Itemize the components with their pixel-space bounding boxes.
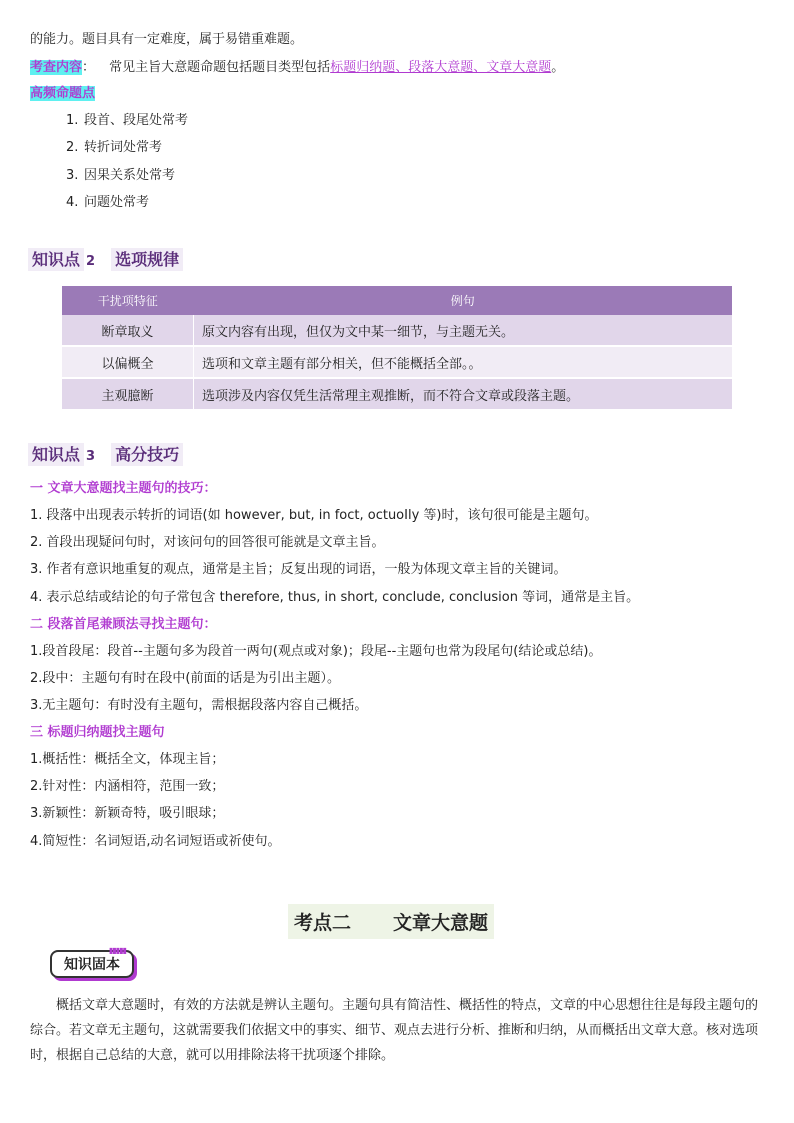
table-row — [62, 346, 732, 378]
exam-content-line — [30, 59, 564, 77]
section-two-label: 考点二 — [294, 912, 352, 934]
table-header-feature: 干扰项特征 — [62, 286, 194, 315]
intro-tail-text: 的能力。题目具有一定难度，属于易错重难题。 — [30, 32, 304, 47]
sub3-item: 4.简短性：名词短语,动名词短语或祈使句。 — [30, 834, 281, 849]
table-cell-feature: 断章取义 — [62, 315, 194, 346]
table-cell-example: 选项和文章主题有部分相关，但不能概括全部。。 — [194, 346, 733, 378]
sub2-item: 3.无主题句：有时没有主题句，需根据段落内容自己概括。 — [30, 698, 368, 713]
frequent-item-num: 2. — [66, 140, 79, 155]
exam-content-label: 考查内容 — [30, 60, 83, 75]
section-two-title — [288, 904, 494, 939]
frequent-item — [66, 194, 149, 212]
knowledge-badge-label: 知识固本 — [64, 957, 120, 973]
section-two-name: 文章大意题 — [393, 912, 489, 934]
kp3-title: 知识点 — [28, 443, 84, 466]
table-header-example: 例句 — [194, 286, 733, 315]
kp3-name: 高分技巧 — [111, 443, 183, 466]
sub3-title: 三 标题归纳题找主题句 — [30, 725, 165, 740]
kp2-title: 知识点 — [28, 248, 84, 271]
kp3-heading — [28, 442, 183, 465]
kp2-name: 选项规律 — [111, 248, 183, 271]
frequent-item-num: 3. — [66, 168, 79, 183]
table-cell-feature: 主观臆断 — [62, 378, 194, 410]
exam-content-text: 常见主旨大意题命题包括题目类型包括 — [109, 60, 331, 75]
sub3-item: 3.新颖性：新颖奇特，吸引眼球； — [30, 806, 225, 821]
frequent-item — [66, 112, 188, 130]
exam-content-end: 。 — [551, 60, 565, 75]
badge-dots-decoration: ▮▮▮▮▮ — [108, 946, 126, 955]
sub3-item: 1.概括性：概括全文，体现主旨； — [30, 752, 225, 767]
frequent-item-text: 段首、段尾处常考 — [84, 113, 189, 128]
summary-paragraph: 概括文章大意题时，有效的方法就是辨认主题句。主题句具有简洁性、概括性的特点，文章的中心思想往往是每段主题句的综合。若文章无主题句，这就需要我们依据文中的事实、细节、观点去进行分析、推断和归纳，从而概括出文章大意。核对选项时，根据自己总结的大意，就可以用排除法将干扰项逐个排除。 — [30, 998, 759, 1063]
table-row — [62, 315, 732, 346]
sub1-item: 4. 表示总结或结论的句子常包含 therefore, thus, in short, conclude, conclusion 等词，通常是主旨。 — [30, 590, 640, 605]
frequent-item — [66, 167, 175, 185]
table-row — [62, 378, 732, 410]
table-header-row — [62, 286, 732, 315]
table-cell-feature: 以偏概全 — [62, 346, 194, 378]
frequent-label: 高频命题点 — [30, 86, 96, 101]
exam-content-link[interactable]: 标题归纳题、段落大意题、文章大意题 — [330, 60, 552, 75]
table-cell-example: 选项涉及内容仅凭生活常理主观推断，而不符合文章或段落主题。 — [194, 378, 733, 410]
sub1-item: 1. 段落中出现表示转折的词语(如 however, but, in foct, octuoIly 等)时，该句很可能是主题句。 — [30, 508, 598, 523]
frequent-item-text: 转折词处常考 — [84, 140, 163, 155]
kp3-number: 3 — [86, 449, 96, 464]
kp2-number: 2 — [86, 254, 96, 269]
frequent-label-line — [30, 85, 95, 103]
frequent-item-num: 4. — [66, 195, 79, 210]
options-table — [62, 286, 732, 411]
exam-content-colon: ： — [82, 60, 96, 75]
knowledge-badge — [50, 946, 134, 978]
frequent-item-text: 问题处常考 — [84, 195, 150, 210]
frequent-item-num: 1. — [66, 113, 79, 128]
sub1-item: 3. 作者有意识地重复的观点，通常是主旨；反复出现的词语，一般为体现文章主旨的关键词。 — [30, 562, 567, 577]
sub2-title: 二 段落首尾兼顾法寻找主题句： — [30, 617, 217, 632]
sub2-item: 1.段首段尾：段首--主题句多为段首一两句(观点或对象)；段尾--主题句也常为段尾句(结论或总结)。 — [30, 644, 602, 659]
frequent-item-text: 因果关系处常考 — [84, 168, 176, 183]
sub1-item: 2. 首段出现疑问句时，对该问句的回答很可能就是文章主旨。 — [30, 535, 385, 550]
sub2-item: 2.段中：主题句有时在段中(前面的话是为引出主题）。 — [30, 671, 340, 686]
frequent-item — [66, 139, 162, 157]
sub3-item: 2.针对性：内涵相符，范围一致； — [30, 779, 225, 794]
sub1-title: 一 文章大意题找主题句的技巧： — [30, 481, 217, 496]
kp2-heading — [28, 247, 183, 270]
table-cell-example: 原文内容有出现，但仅为文中某一细节，与主题无关。 — [194, 315, 733, 346]
